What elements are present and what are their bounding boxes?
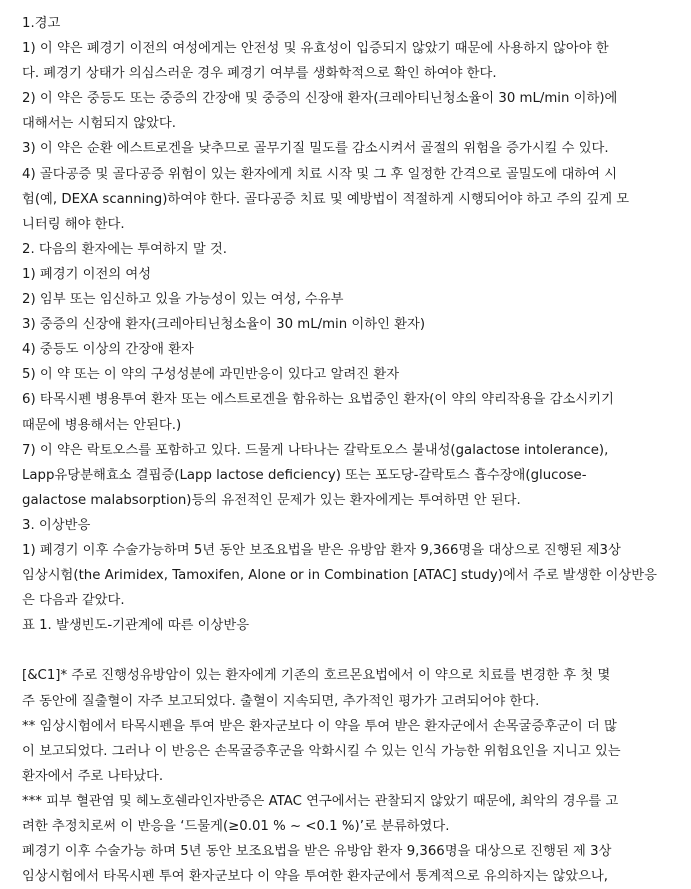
text-line: 4) 중등도 이상의 간장애 환자 bbox=[22, 342, 194, 358]
footnote-line: 환자에서 주로 나타났다. bbox=[22, 768, 164, 784]
text-line: 1) 폐경기 이후 수술가능하며 5년 동안 보조요법을 받은 유방암 환자 9,366명을 대상으로 진행된 제3상 bbox=[22, 542, 621, 558]
text-line: Lapp유당분해효소 결핍증(Lapp lactose deficiency) 또는 포도당-갈락토스 흡수장애(glucose- bbox=[22, 467, 587, 483]
text-line: 7) 이 약은 락토오스를 포함하고 있다. 드물게 나타나는 갈락토오스 불내성(galactose intolerance), bbox=[22, 442, 609, 458]
text-line: 6) 타목시펜 병용투여 환자 또는 에스트로겐을 함유하는 요법중인 환자(이 약의 약리작용을 감소시키기 bbox=[22, 392, 614, 408]
footnote-line: ** 임상시험에서 타목시펜을 투여 받은 환자군보다 이 약을 투여 받은 환자군에서 손목굴증후군이 더 많 bbox=[22, 718, 617, 734]
text-line: galactose malabsorption)등의 유전적인 문제가 있는 환자에게는 투여하면 안 된다. bbox=[22, 492, 521, 508]
table-caption: 표 1. 발생빈도-기관계에 따른 이상반응 bbox=[22, 618, 250, 634]
text-line: 은 다음과 같았다. bbox=[22, 593, 125, 609]
text-line: 험(예, DEXA scanning)하여야 한다. 골다공증 치료 및 예방법이 적절하게 시행되어야 하고 주의 깊게 모 bbox=[22, 191, 630, 207]
text-line: 2) 임부 또는 임신하고 있을 가능성이 있는 여성, 수유부 bbox=[22, 292, 344, 308]
text-line: 임상시험(the Arimidex, Tamoxifen, Alone or in Combination [ATAC] study)에서 주로 발생한 이상반응 bbox=[22, 568, 657, 584]
footnote-line: 려한 추정치로써 이 반응을 ‘드물게(≥0.01 % ~ <0.1 %)’로 분류하였다. bbox=[22, 819, 450, 834]
text-line: 다. 폐경기 상태가 의심스러운 경우 폐경기 여부를 생화학적으로 확인 하여야 한다. bbox=[22, 66, 497, 82]
text-line: 때문에 병용해서는 안된다.) bbox=[22, 417, 182, 433]
text-line: 4) 골다공증 및 골다공증 위험이 있는 환자에게 치료 시작 및 그 후 일정한 간격으로 골밀도에 대하여 시 bbox=[22, 166, 618, 182]
section-heading-warnings: 1.경고 bbox=[22, 16, 61, 31]
footnote-line: [&C1]* 주로 진행성유방암이 있는 환자에게 기존의 호르몬요법에서 이 약으로 치료를 변경한 후 첫 몇 bbox=[22, 668, 611, 684]
text-line: 1) 이 약은 폐경기 이전의 여성에게는 안전성 및 유효성이 입증되지 않았기 때문에 사용하지 않아야 한 bbox=[22, 41, 609, 57]
section-heading-contraindications: 2. 다음의 환자에는 투여하지 말 것. bbox=[22, 241, 228, 257]
text-line: 5) 이 약 또는 이 약의 구성성분에 과민반응이 있다고 알려진 환자 bbox=[22, 367, 400, 383]
text-line: 1) 폐경기 이전의 여성 bbox=[22, 266, 152, 282]
footnote-line: 주 동안에 질출혈이 자주 보고되었다. 출혈이 지속되면, 추가적인 평가가 고려되어야 한다. bbox=[22, 693, 540, 709]
text-line: 니터링 해야 한다. bbox=[22, 216, 125, 232]
text-line: 3) 이 약은 순환 에스트로겐을 낮추므로 골무기질 밀도를 감소시켜서 골절의 위험을 증가시킬 수 있다. bbox=[22, 141, 609, 157]
section-heading-adverse-reactions: 3. 이상반응 bbox=[22, 517, 91, 533]
text-line: 대해서는 시험되지 않았다. bbox=[22, 116, 176, 132]
text-line: 임상시험에서 타목시펜 투여 환자군보다 이 약을 투여한 환자군에서 통계적으로 유의하지는 않았으나, bbox=[22, 869, 608, 885]
footnote-line: *** 피부 혈관염 및 헤노호쉔라인자반증은 ATAC 연구에서는 관찰되지 않았기 때문에, 최악의 경우를 고 bbox=[22, 793, 619, 809]
footnote-line: 이 보고되었다. 그러나 이 반응은 손목굴증후군을 악화시킬 수 있는 인식 가능한 위험요인을 지니고 있는 bbox=[22, 743, 621, 759]
text-line: 3) 중증의 신장애 환자(크레아티닌청소율이 30 mL/min 이하인 환자) bbox=[22, 317, 426, 333]
text-line: 폐경기 이후 수술가능 하며 5년 동안 보조요법을 받은 유방암 환자 9,366명을 대상으로 진행된 제 3상 bbox=[22, 844, 612, 860]
text-line: 2) 이 약은 중등도 또는 중증의 간장애 및 중증의 신장애 환자(크레아티닌청소율이 30 mL/min 이하)에 bbox=[22, 91, 618, 107]
blank-line bbox=[22, 638, 682, 663]
document-body bbox=[22, 11, 682, 889]
